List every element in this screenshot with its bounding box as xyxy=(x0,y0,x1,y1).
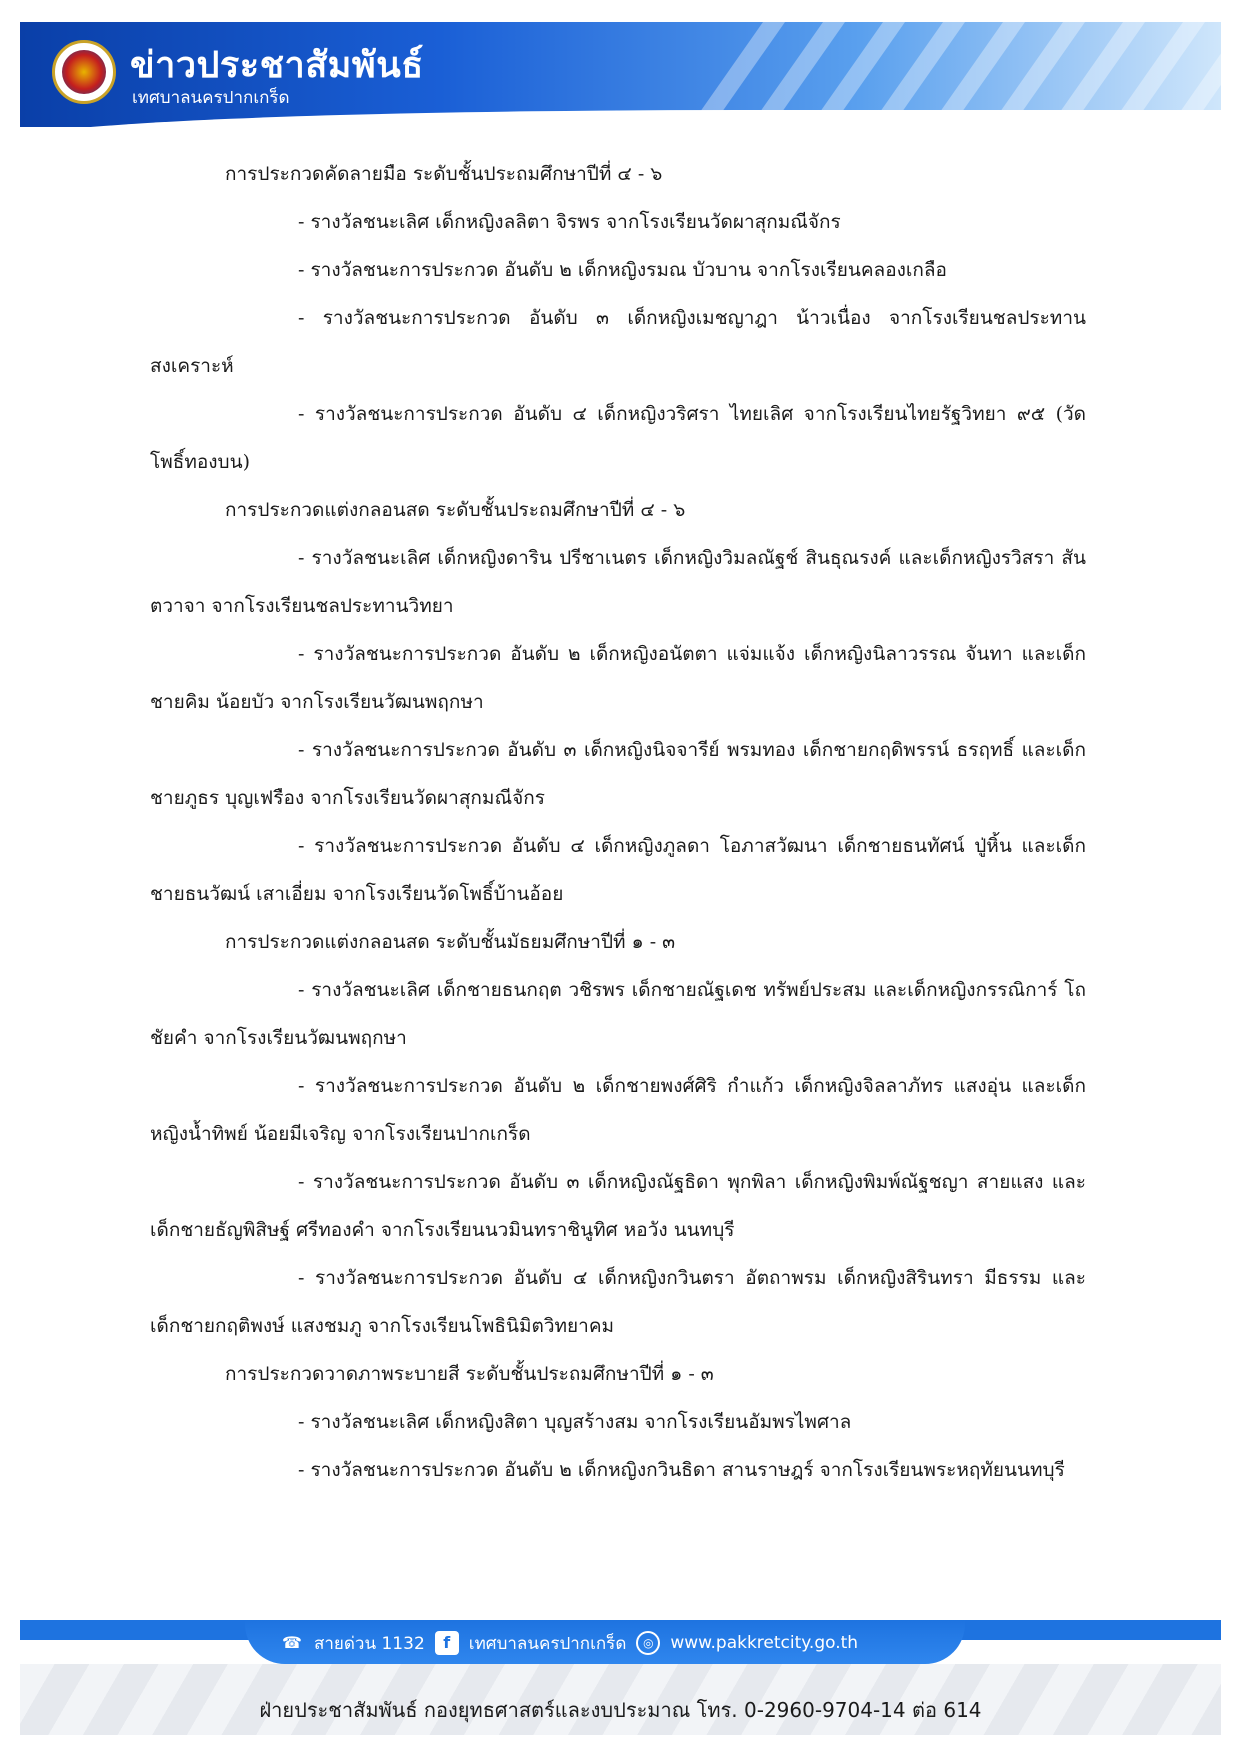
footer-links xyxy=(280,1630,868,1656)
page-footer xyxy=(20,1620,1221,1735)
section-heading: การประกวดแต่งกลอนสด ระดับชั้นมัธยมศึกษาปีที่ ๑ - ๓ xyxy=(225,931,676,953)
section-heading: การประกวดแต่งกลอนสด ระดับชั้นประถมศึกษาปีที่ ๔ - ๖ xyxy=(225,499,686,521)
phone-icon: ☎ xyxy=(282,1633,302,1652)
header-title: ข่าวประชาสัมพันธ์ xyxy=(130,45,424,86)
award-item: - รางวัลชนะการประกวด อันดับ ๓ เด็กหญิงเมชญาฎา น้าวเนื่อง จากโรงเรียนชลประทานสงเคราะห์ xyxy=(150,307,1086,377)
award-item: - รางวัลชนะการประกวด อันดับ ๒ เด็กชายพงศ์ศิริ กำแก้ว เด็กหญิงจิลลาภัทร แสงอุ่น และเด็กหญิงน้ำทิพย์ น้อยมีเจริญ จากโรงเรียนปากเกร็ด xyxy=(150,1075,1086,1145)
facebook-icon: f xyxy=(435,1631,459,1655)
award-item: - รางวัลชนะเลิศ เด็กหญิงลลิตา จิรพร จากโรงเรียนวัดผาสุกมณีจักร xyxy=(298,211,841,233)
header-subtitle: เทศบาลนครปากเกร็ด xyxy=(132,88,290,108)
globe-icon: ◎ xyxy=(636,1631,660,1655)
award-item: - รางวัลชนะเลิศ เด็กหญิงสิตา บุญสร้างสม จากโรงเรียนอัมพรไพศาล xyxy=(298,1411,852,1433)
award-item: - รางวัลชนะการประกวด อันดับ ๒ เด็กหญิงรมณ บัวบาน จากโรงเรียนคลองเกลือ xyxy=(298,259,947,281)
facebook-text: เทศบาลนครปากเกร็ด xyxy=(468,1633,627,1654)
footer-contact: ฝ่ายประชาสัมพันธ์ กองยุทธศาสตร์และงบประมาณ โทร. 0-2960-9704-14 ต่อ 614 xyxy=(259,1698,982,1722)
award-item: - รางวัลชนะการประกวด อันดับ ๒ เด็กหญิงกวินธิดา สานราษฎร์ จากโรงเรียนพระหฤทัยนนทบุรี xyxy=(298,1459,1065,1481)
page-header xyxy=(20,22,1221,127)
award-item: - รางวัลชนะการประกวด อันดับ ๔ เด็กหญิงกวินตรา อัตถาพรม เด็กหญิงสิรินทรา มีธรรม และเด็กชายกฤติพงษ์ แสงชมภู จากโรงเรียนโพธินิมิตวิทยาคม xyxy=(150,1267,1086,1337)
award-item: - รางวัลชนะการประกวด อันดับ ๒ เด็กหญิงอนัตตา แจ่มแจ้ง เด็กหญิงนิลาวรรณ จันทา และเด็กชายคิม น้อยบัว จากโรงเรียนวัฒนพฤกษา xyxy=(150,643,1086,713)
document-body xyxy=(150,150,1086,1494)
website-text: www.pakkretcity.go.th xyxy=(670,1633,859,1653)
award-item: - รางวัลชนะการประกวด อันดับ ๓ เด็กหญิงณัฐธิดา พุกพิลา เด็กหญิงพิมพ์ณัฐชญา สายแสง และเด็กชายธัญพิสิษฐ์ ศรีทองคำ จากโรงเรียนนวมินทราชินูทิศ หอวัง นนทบุรี xyxy=(150,1171,1086,1241)
award-item: - รางวัลชนะเลิศ เด็กหญิงดาริน ปรีชาเนตร เด็กหญิงวิมลณัฐช์ สินธุณรงค์ และเด็กหญิงรวิสรา สันตวาจา จากโรงเรียนชลประทานวิทยา xyxy=(150,547,1086,617)
municipality-logo xyxy=(52,40,116,104)
award-item: - รางวัลชนะการประกวด อันดับ ๓ เด็กหญิงนิจจารีย์ พรมทอง เด็กชายกฤดิพรรน์ ธรฤทธิ์ และเด็กชายภูธร บุญเฟรือง จากโรงเรียนวัดผาสุกมณีจักร xyxy=(150,739,1086,809)
hotline-text: สายด่วน 1132 xyxy=(314,1633,425,1654)
award-item: - รางวัลชนะการประกวด อันดับ ๔ เด็กหญิงภูลดา โอภาสวัฒนา เด็กชายธนทัศน์ ปู่หิ้น และเด็กชายธนวัฒน์ เสาเอี่ยม จากโรงเรียนวัดโพธิ์บ้านอ้อย xyxy=(150,835,1086,905)
award-item: - รางวัลชนะการประกวด อันดับ ๔ เด็กหญิงวริศรา ไทยเลิศ จากโรงเรียนไทยรัฐวิทยา ๙๕ (วัดโพธิ์ทองบน) xyxy=(150,403,1086,473)
section-heading: การประกวดคัดลายมือ ระดับชั้นประถมศึกษาปีที่ ๔ - ๖ xyxy=(225,163,663,185)
section-heading: การประกวดวาดภาพระบายสี ระดับชั้นประถมศึกษาปีที่ ๑ - ๓ xyxy=(225,1363,714,1385)
award-item: - รางวัลชนะเลิศ เด็กชายธนกฤต วชิรพร เด็กชายณัฐเดช ทรัพย์ประสม และเด็กหญิงกรรณิการ์ โถชัยคำ จากโรงเรียนวัฒนพฤกษา xyxy=(150,979,1086,1049)
